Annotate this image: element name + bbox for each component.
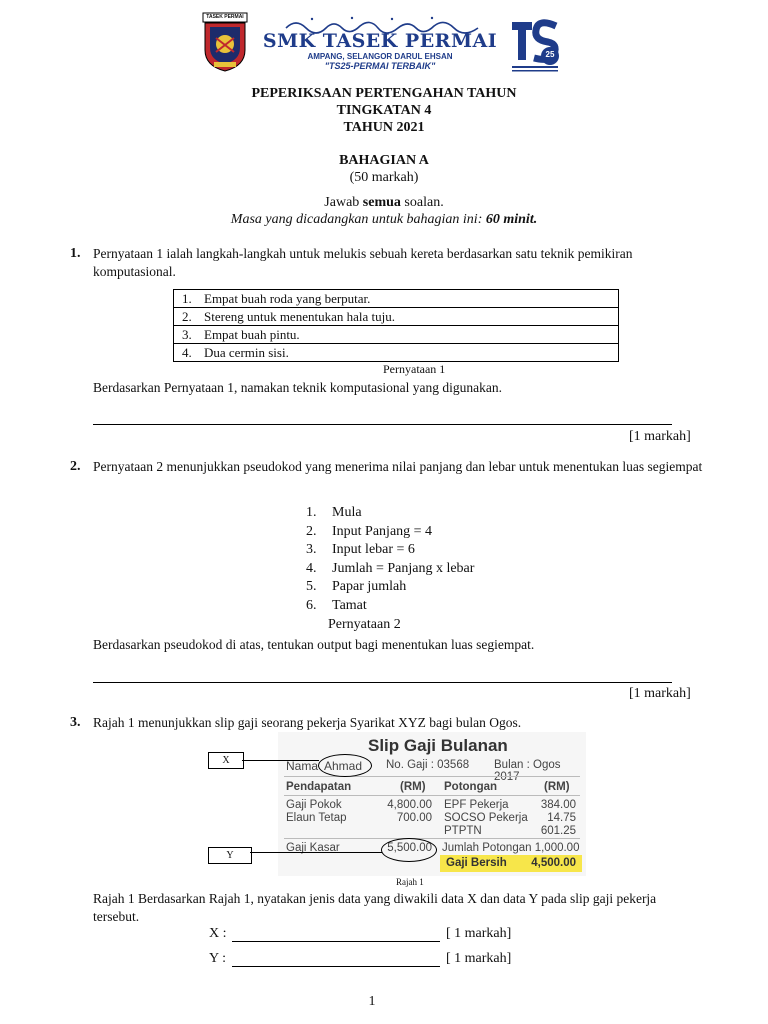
ts25-number: 25 (545, 50, 555, 59)
row-text: Empat buah roda yang berputar. (204, 290, 371, 306)
q1-question: Berdasarkan Pernyataan 1, namakan teknik komputasional yang digunakan. (93, 380, 503, 395)
q1-number: 1. (70, 246, 81, 261)
q1-mark: [1 markah] (629, 429, 691, 444)
answer-x-mark: [ 1 markah] (446, 926, 512, 941)
list-item (306, 542, 474, 561)
list-item (306, 598, 474, 617)
step-number: 3. (306, 542, 317, 557)
step-text: Tamat (332, 597, 367, 613)
slip-employee-number: No. Gaji : 03568 (386, 759, 470, 771)
ts25-logo (508, 16, 562, 74)
time-bold: 60 minit. (485, 212, 538, 227)
q3-number: 3. (70, 715, 81, 730)
table-row (174, 344, 619, 362)
instruction-bold: semua (362, 195, 401, 210)
table-row (174, 326, 619, 344)
section-title: BAHAGIAN A (339, 153, 429, 168)
q2-pseudocode (306, 505, 474, 616)
step-text: Input lebar = 6 (332, 542, 415, 557)
slip-deduction-value: 384.00 (540, 799, 576, 811)
list-item (306, 524, 474, 543)
list-item (306, 579, 474, 598)
school-crest-logo (202, 12, 248, 72)
slip-income-label: Gaji Pokok (286, 799, 342, 811)
answer-y-label: Y : (209, 951, 226, 966)
x-data-oval (318, 754, 372, 777)
list-item (306, 561, 474, 580)
slip-income-value: 700.00 (396, 812, 432, 824)
label-y-leader (250, 852, 382, 853)
slip-net-label: Gaji Bersih (446, 857, 507, 869)
page-number: 1 (368, 994, 376, 1009)
time-pre: Masa yang dicadangkan untuk bahagian ini: (230, 212, 486, 227)
label-x-leader (242, 760, 319, 761)
crest-badge-text: TASEK PERMAI (206, 14, 244, 20)
step-text: Jumlah = Panjang x lebar (332, 560, 475, 576)
q1-statement-table (173, 289, 619, 362)
exam-title-line3: TAHUN 2021 (343, 120, 425, 135)
slip-divider (284, 795, 580, 796)
time-instruction (0, 212, 768, 228)
list-item (306, 505, 474, 524)
q2-answer-line[interactable] (93, 682, 672, 683)
slip-deduction-label: PTPTN (444, 825, 482, 837)
slip-income-value: 4,800.00 (387, 799, 432, 811)
q3-caption: Rajah 1 (396, 877, 424, 887)
step-number: 6. (306, 597, 317, 613)
instruction-pre: Jawab (324, 195, 363, 210)
q2-number: 2. (70, 459, 81, 474)
slip-deduction-label: EPF Pekerja (444, 799, 509, 811)
slip-divider (284, 776, 580, 777)
instruction-post: soalan. (400, 195, 444, 210)
slip-name-value: Ahmad (324, 759, 363, 773)
row-number: 3. (182, 326, 192, 342)
slip-deduction-rm: (RM) (544, 781, 570, 793)
q2-question: Berdasarkan pseudokod di atas, tentukan output bagi menentukan luas segiempat. (93, 637, 535, 652)
row-number: 2. (182, 308, 192, 324)
answer-y-mark: [ 1 markah] (446, 951, 512, 966)
slip-deduction-value: 14.75 (547, 812, 576, 824)
q3-text: Rajah 1 menunjukkan slip gaji seorang pekerja Syarikat XYZ bagi bulan Ogos. (93, 715, 522, 730)
school-name: SMK TASEK PERMAI (262, 30, 498, 52)
table-row (174, 308, 619, 326)
row-number: 1. (182, 290, 192, 306)
slip-name-label: Nama (286, 759, 319, 773)
slip-deduction-label: SOCSO Pekerja (444, 812, 528, 824)
step-text: Input Panjang = 4 (332, 523, 433, 539)
school-address: AMPANG, SELANGOR DARUL EHSAN (307, 52, 453, 61)
row-text: Stereng untuk menentukan hala tuju. (204, 308, 395, 324)
school-motto: "TS25-PERMAI TERBAIK" (324, 61, 436, 71)
slip-deduction-value: 601.25 (540, 825, 576, 837)
answer-x-line[interactable] (232, 941, 440, 942)
answer-y-line[interactable] (232, 966, 440, 967)
q2-text: Pernyataan 2 menunjukkan pseudokod yang menerima nilai panjang dan lebar untuk menentukan luas segiempat (93, 459, 703, 474)
q2-caption: Pernyataan 2 (328, 617, 401, 632)
label-x-box: X (208, 752, 244, 769)
slip-title: Slip Gaji Bulanan (368, 736, 508, 755)
slip-income-header: Pendapatan (286, 781, 352, 793)
slip-income-rm: (RM) (400, 781, 426, 793)
q1-caption: Pernyataan 1 (383, 362, 446, 376)
slip-net-value: 4,500.00 (531, 857, 576, 869)
step-text: Mula (332, 505, 362, 520)
row-text: Dua cermin sisi. (204, 344, 289, 360)
table-row (174, 290, 619, 308)
slip-gross-label: Gaji Kasar (286, 842, 340, 854)
step-text: Papar jumlah (332, 579, 407, 594)
exam-title-line2: TINGKATAN 4 (336, 103, 432, 118)
slip-gross-value: 5,500.00 (387, 842, 432, 854)
q1-text: Pernyataan 1 ialah langkah-langkah untuk melukis sebuah kereta berdasarkan satu teknik pemikiran komputasional. (93, 246, 633, 279)
q3-question: Rajah 1 Berdasarkan Rajah 1, nyatakan jenis data yang diwakili data X dan data Y pada slip gaji pekerja tersebut. (93, 891, 657, 924)
y-data-oval (381, 838, 437, 862)
label-y-box: Y (208, 847, 252, 864)
slip-income-label: Elaun Tetap (286, 812, 347, 824)
slip-deduction-header: Potongan (444, 781, 498, 793)
section-marks: (50 markah) (349, 170, 419, 185)
instruction (0, 195, 768, 211)
q1-answer-line[interactable] (93, 424, 672, 425)
step-number: 5. (306, 579, 317, 594)
step-number: 1. (306, 505, 317, 520)
row-number: 4. (182, 344, 192, 360)
row-text: Empat buah pintu. (204, 326, 300, 342)
answer-x-label: X : (209, 926, 227, 941)
step-number: 2. (306, 523, 317, 539)
slip-total-deduction: Jumlah Potongan 1,000.00 (442, 842, 580, 854)
q2-mark: [1 markah] (629, 686, 691, 701)
exam-title-line1: PEPERIKSAAN PERTENGAHAN TAHUN (251, 86, 517, 101)
slip-month: Bulan : Ogos 2017 (494, 759, 561, 783)
step-number: 4. (306, 560, 317, 576)
slip-divider (284, 838, 580, 839)
